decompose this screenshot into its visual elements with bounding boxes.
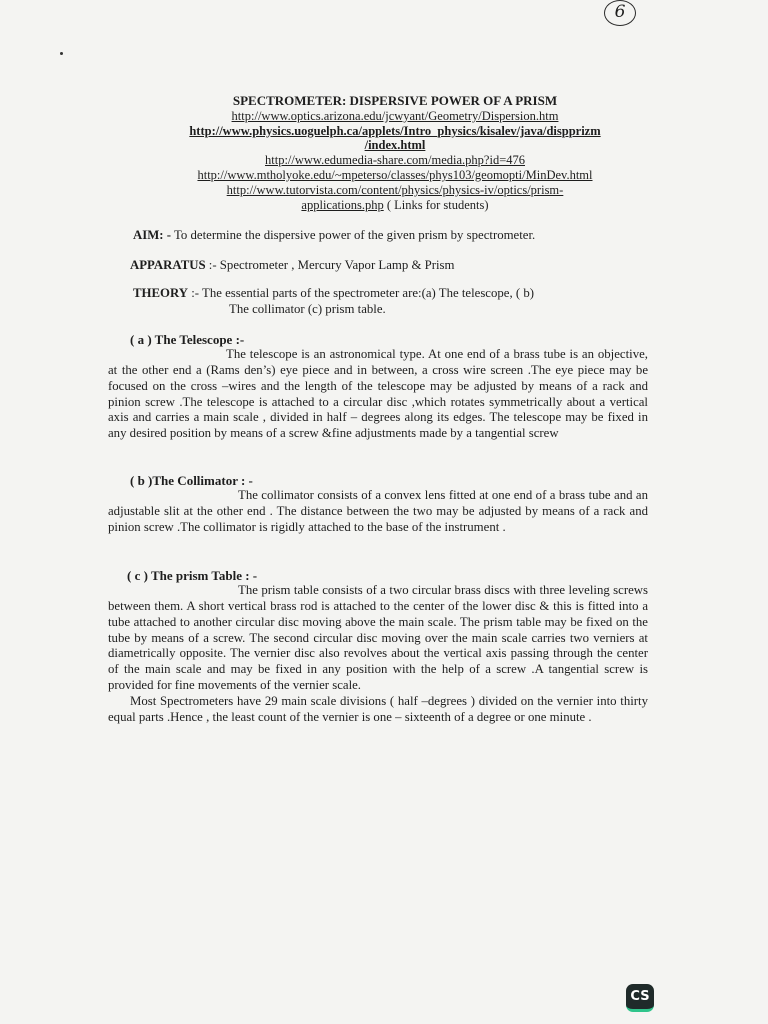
reference-link-tutorvista[interactable]: http://www.tutorvista.com/content/physics/physics-iv/optics/prism-	[226, 182, 564, 197]
theory-text: :- The essential parts of the spectrometer are:(a) The telescope, ( b)	[188, 286, 534, 300]
reference-link-tutorvista-line	[110, 198, 680, 213]
reference-link-tutorvista-cont[interactable]: applications.php	[301, 197, 384, 212]
apparatus-label: APPARATUS	[130, 258, 206, 272]
prism-table-text: The prism table consists of a two circular brass discs with three leveling screws between them. A short vertical brass rod is attached to the center of the lower disc & this is fitted into a tube attached to another circular disc moving above the main scale. The prism table may be fixed on the tube by means of a screw. The second circular disc moving over the main scale carries two verniers at diametrically opposite. The vernier disc also revolves about the vertical axis passing through the center of the main scale and may be fixed in any position with the help of a screw .A tangential screw is provided for fine movements of the vernier scale.	[108, 583, 648, 693]
reference-link-uoguelph[interactable]: http://www.physics.uoguelph.ca/applets/Intro_physics/kisalev/java/dispprizm	[189, 123, 601, 138]
aim-line	[133, 228, 535, 244]
reference-link-edumedia[interactable]: http://www.edumedia-share.com/media.php?id=476	[265, 153, 525, 168]
collimator-text: The collimator consists of a convex lens fitted at one end of a brass tube and an adjustable slit at the other end . The distance between the two may be adjusted by means of a rack and pinion screw .The collimator is rigidly attached to the base of the instrument .	[108, 488, 648, 534]
theory-block	[133, 286, 534, 318]
prism-table-paragraph	[108, 583, 648, 726]
document-header	[110, 94, 680, 212]
scan-speck	[60, 52, 63, 55]
document-title: SPECTROMETER: DISPERSIVE POWER OF A PRISM	[232, 93, 558, 108]
telescope-paragraph	[108, 347, 648, 442]
theory-line-1	[133, 286, 534, 302]
reference-link-arizona[interactable]: http://www.optics.arizona.edu/jcwyant/Geometry/Dispersion.htm	[231, 108, 559, 123]
theory-line-2: The collimator (c) prism table.	[229, 301, 386, 316]
links-note: ( Links for students)	[383, 197, 489, 212]
aim-text: To determine the dispersive power of the given prism by spectrometer.	[171, 228, 536, 242]
reference-link-mtholyoke[interactable]: http://www.mtholyoke.edu/~mpeterso/classes/phys103/geomopti/MinDev.html	[197, 167, 593, 182]
apparatus-text: :- Spectrometer , Mercury Vapor Lamp & Prism	[205, 258, 455, 272]
telescope-text: The telescope is an astronomical type. At one end of a brass tube is an objective, at the other end a (Rams den’s) eye piece and in between, a cross wire screen .The eye piece may be focused on the cross –wires and the length of the telescope may be adjusted by means of a rack and pinion screw .The telescope is attached to a circular disc ,which rotates symmetrically about a vertical axis and carries a main scale , divided in half – degrees along its edges. The telescope may be fixed in any desired position by means of a screw &fine adjustments made by a tangential screw	[108, 347, 648, 441]
collimator-heading: ( b )The Collimator : -	[130, 473, 253, 488]
apparatus-line	[130, 258, 454, 274]
theory-label: THEORY	[133, 286, 189, 300]
reference-link-uoguelph-cont[interactable]: /index.html	[364, 138, 426, 153]
page-number: 6	[604, 0, 636, 26]
collimator-paragraph	[108, 488, 648, 536]
camscanner-watermark-icon: CS	[626, 984, 654, 1012]
telescope-heading: ( a ) The Telescope :-	[130, 332, 245, 347]
aim-label: AIM: -	[133, 228, 172, 242]
spectrometer-text: Most Spectrometers have 29 main scale divisions ( half –degrees ) divided on the vernier into thirty equal parts .Hence , the least count of the vernier is one – sixteenth of a degree or one minute .	[108, 693, 648, 724]
prism-table-heading: ( c ) The prism Table : -	[127, 568, 258, 583]
